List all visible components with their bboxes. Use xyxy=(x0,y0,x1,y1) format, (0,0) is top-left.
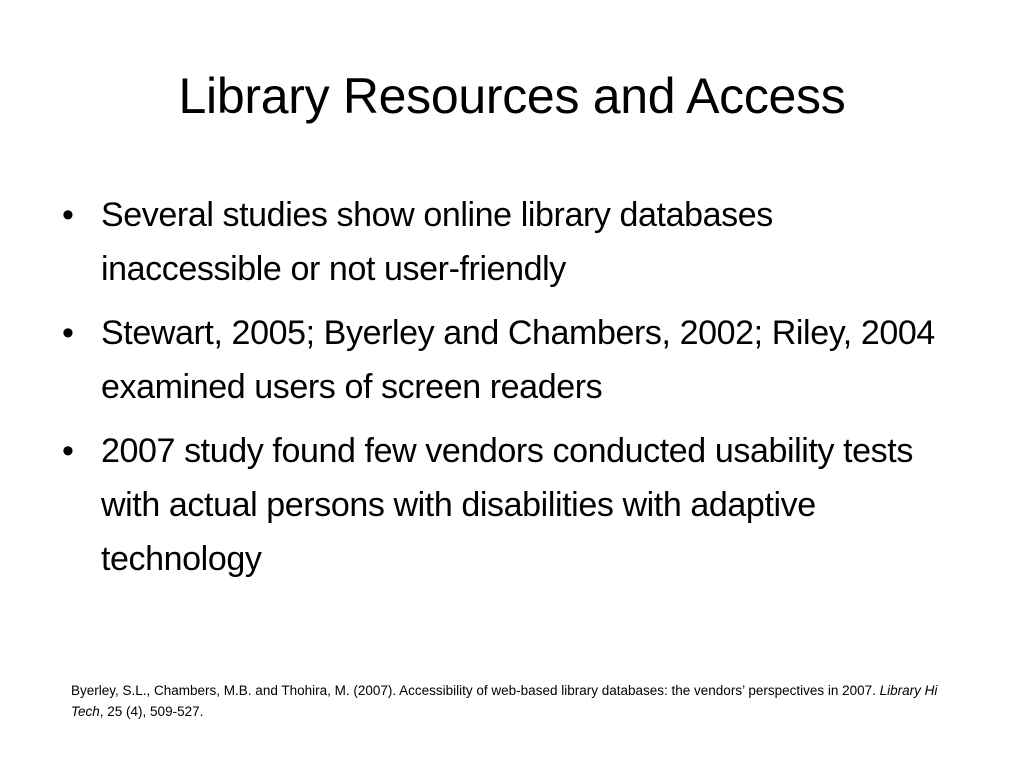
citation-volume: , 25 (4), 509-527. xyxy=(99,704,204,719)
citation xyxy=(71,680,961,722)
slide-title: Library Resources and Access xyxy=(178,68,846,124)
citation-journal: Library Hi Tech xyxy=(71,683,938,719)
bullet-item xyxy=(60,306,960,414)
bullet-item xyxy=(60,188,960,296)
bullet-item xyxy=(60,424,960,586)
bullet-text: Stewart, 2005; Byerley and Chambers, 2002; Riley, 2004 examined users of screen readers xyxy=(101,314,935,406)
citation-text: Byerley, S.L., Chambers, M.B. and Thohira, M. (2007). Accessibility of web-based library databases: the vendors’ perspectives in 2007. xyxy=(71,683,880,698)
bullet-text: Several studies show online library databases inaccessible or not user-friendly xyxy=(101,196,773,288)
bullet-list xyxy=(60,188,960,596)
bullet-marker: • xyxy=(62,314,74,352)
bullet-marker: • xyxy=(62,432,74,470)
bullet-marker: • xyxy=(62,196,74,234)
bullet-text: 2007 study found few vendors conducted usability tests with actual persons with disabilities with adaptive technology xyxy=(101,432,913,578)
